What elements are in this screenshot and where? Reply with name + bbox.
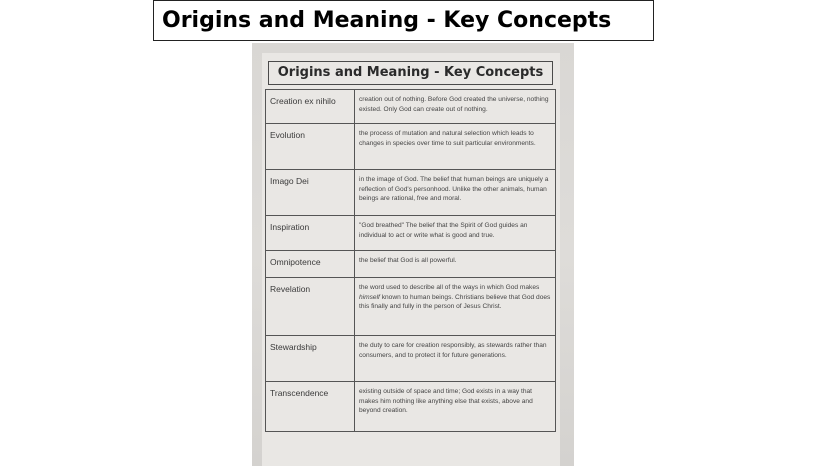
table-row	[266, 90, 556, 124]
definition-cell	[355, 278, 556, 335]
term-cell: Revelation	[266, 278, 355, 335]
definition-cell: creation out of nothing. Before God created the universe, nothing existed. Only God can create out of nothing.	[355, 90, 556, 123]
slide-title: Origins and Meaning - Key Concepts	[153, 0, 654, 41]
table-row	[266, 216, 556, 251]
table-row	[266, 170, 556, 216]
table-row	[266, 251, 556, 278]
concepts-table	[265, 89, 556, 432]
sheet-title: Origins and Meaning - Key Concepts	[268, 61, 553, 85]
term-cell: Imago Dei	[266, 170, 355, 215]
definition-cell: the belief that God is all powerful.	[355, 251, 556, 277]
table-row	[266, 278, 556, 336]
term-cell: Transcendence	[266, 382, 355, 431]
definition-text: known to human beings. Christians believe that God does this finally and fully in the person of Jesus Christ.	[359, 293, 551, 311]
worksheet-photo	[252, 43, 574, 466]
term-cell: Stewardship	[266, 336, 355, 381]
definition-cell: in the image of God. The belief that human beings are uniquely a reflection of God's personhood. Unlike the other animals, human beings are rational, free and moral.	[355, 170, 556, 215]
definition-cell: the process of mutation and natural selection which leads to changes in species over time to suit particular environments.	[355, 124, 556, 169]
term-cell: Omnipotence	[266, 251, 355, 277]
table-row	[266, 336, 556, 382]
table-row	[266, 382, 556, 432]
table-row	[266, 124, 556, 170]
definition-cell: "God breathed" The belief that the Spirit of God guides an individual to act or write what is good and true.	[355, 216, 556, 250]
definition-cell: the duty to care for creation responsibly, as stewards rather than consumers, and to protect it for future generations.	[355, 336, 556, 381]
term-cell: Creation ex nihilo	[266, 90, 355, 123]
term-cell: Evolution	[266, 124, 355, 169]
term-cell: Inspiration	[266, 216, 355, 250]
worksheet-page	[262, 53, 560, 466]
definition-text: the word used to describe all of the ways in which God makes	[359, 284, 540, 291]
definition-cell: existing outside of space and time; God exists in a way that makes him nothing like anything else that exists, above and beyond creation.	[355, 382, 556, 431]
definition-emphasis: himself	[359, 293, 380, 301]
